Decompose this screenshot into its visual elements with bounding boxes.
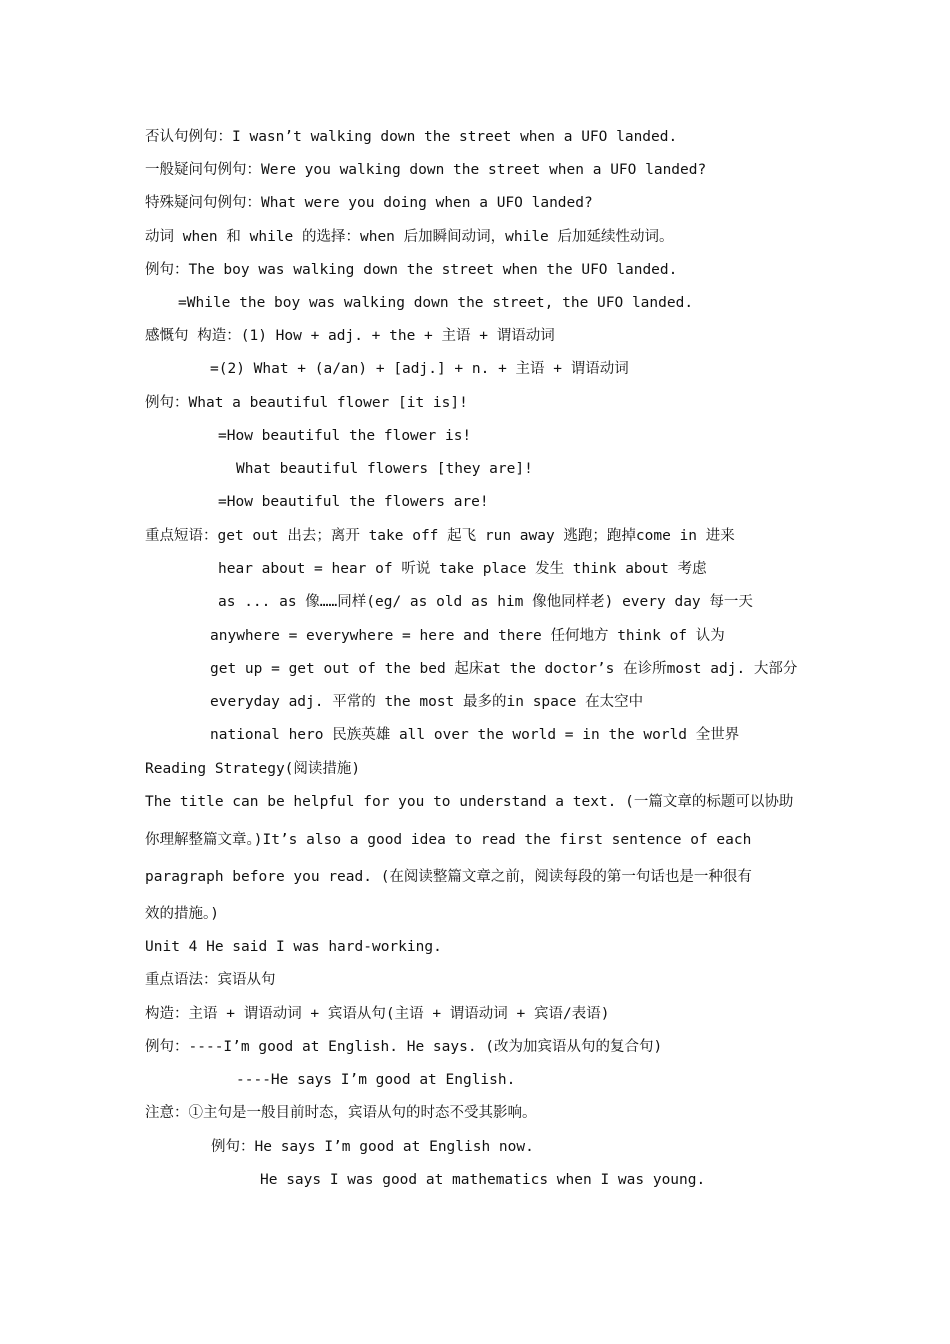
text-line: paragraph before you read. (在阅读整篇文章之前，阅读每段的第一句话也是一种很有 bbox=[145, 869, 752, 885]
text-line: 一般疑问句例句：Were you walking down the street when a UFO landed? bbox=[145, 162, 707, 178]
text-line: =While the boy was walking down the street, the UFO landed. bbox=[178, 295, 694, 311]
text-line: Unit 4 He said I was hard-working. bbox=[145, 939, 442, 955]
text-line: as ... as 像……同样(eg/ as old as him 像他同样老) every day 每一天 bbox=[218, 594, 753, 610]
text-line: 你理解整篇文章。)It’s also a good idea to read the first sentence of each bbox=[145, 832, 752, 848]
text-line: anywhere = everywhere = here and there 任何地方 think of 认为 bbox=[210, 628, 725, 644]
text-line: 感慨句 构造：(1) How + adj. + the + 主语 + 谓语动词 bbox=[145, 328, 555, 344]
text-line: 构造：主语 + 谓语动词 + 宾语从句(主语 + 谓语动词 + 宾语/表语) bbox=[145, 1006, 610, 1022]
text-line: The title can be helpful for you to understand a text. (一篇文章的标题可以协助 bbox=[145, 794, 794, 810]
text-line: 例句：The boy was walking down the street when the UFO landed. bbox=[145, 262, 678, 278]
text-line: 注意：①主句是一般目前时态，宾语从句的时态不受其影响。 bbox=[145, 1105, 537, 1121]
text-line: 重点短语：get out 出去；离开 take off 起飞 run away 逃跑；跑掉come in 进来 bbox=[145, 528, 735, 544]
text-line: =(2) What + (a/an) + [adj.] + n. + 主语 + 谓语动词 bbox=[210, 361, 629, 377]
text-line: 例句：What a beautiful flower [it is]! bbox=[145, 395, 468, 411]
text-line: Reading Strategy(阅读措施) bbox=[145, 761, 361, 777]
text-line: 动词 when 和 while 的选择：when 后加瞬间动词，while 后加延续性动词。 bbox=[145, 229, 674, 245]
text-line: everyday adj. 平常的 the most 最多的in space 在太空中 bbox=[210, 694, 644, 710]
text-line: get up = get out of the bed 起床at the doctor’s 在诊所most adj. 大部分 bbox=[210, 661, 798, 677]
text-line: hear about = hear of 听说 take place 发生 think about 考虑 bbox=[218, 561, 707, 577]
text-line: He says I was good at mathematics when I was young. bbox=[260, 1172, 706, 1188]
text-line: 效的措施。) bbox=[145, 906, 219, 922]
text-line: =How beautiful the flowers are! bbox=[218, 494, 489, 510]
text-line: 例句：----I’m good at English. He says. (改为加宾语从句的复合句) bbox=[145, 1039, 663, 1055]
text-line: 重点语法：宾语从句 bbox=[145, 972, 276, 988]
text-line: national hero 民族英雄 all over the world = in the world 全世界 bbox=[210, 727, 740, 743]
text-line: ----He says I’m good at English. bbox=[236, 1072, 516, 1088]
text-line: 特殊疑问句例句：What were you doing when a UFO landed? bbox=[145, 195, 593, 211]
text-line: 例句：He says I’m good at English now. bbox=[211, 1139, 534, 1155]
text-line: What beautiful flowers [they are]! bbox=[236, 461, 533, 477]
text-line: =How beautiful the flower is! bbox=[218, 428, 472, 444]
text-line: 否认句例句：I wasn’t walking down the street when a UFO landed. bbox=[145, 129, 678, 145]
